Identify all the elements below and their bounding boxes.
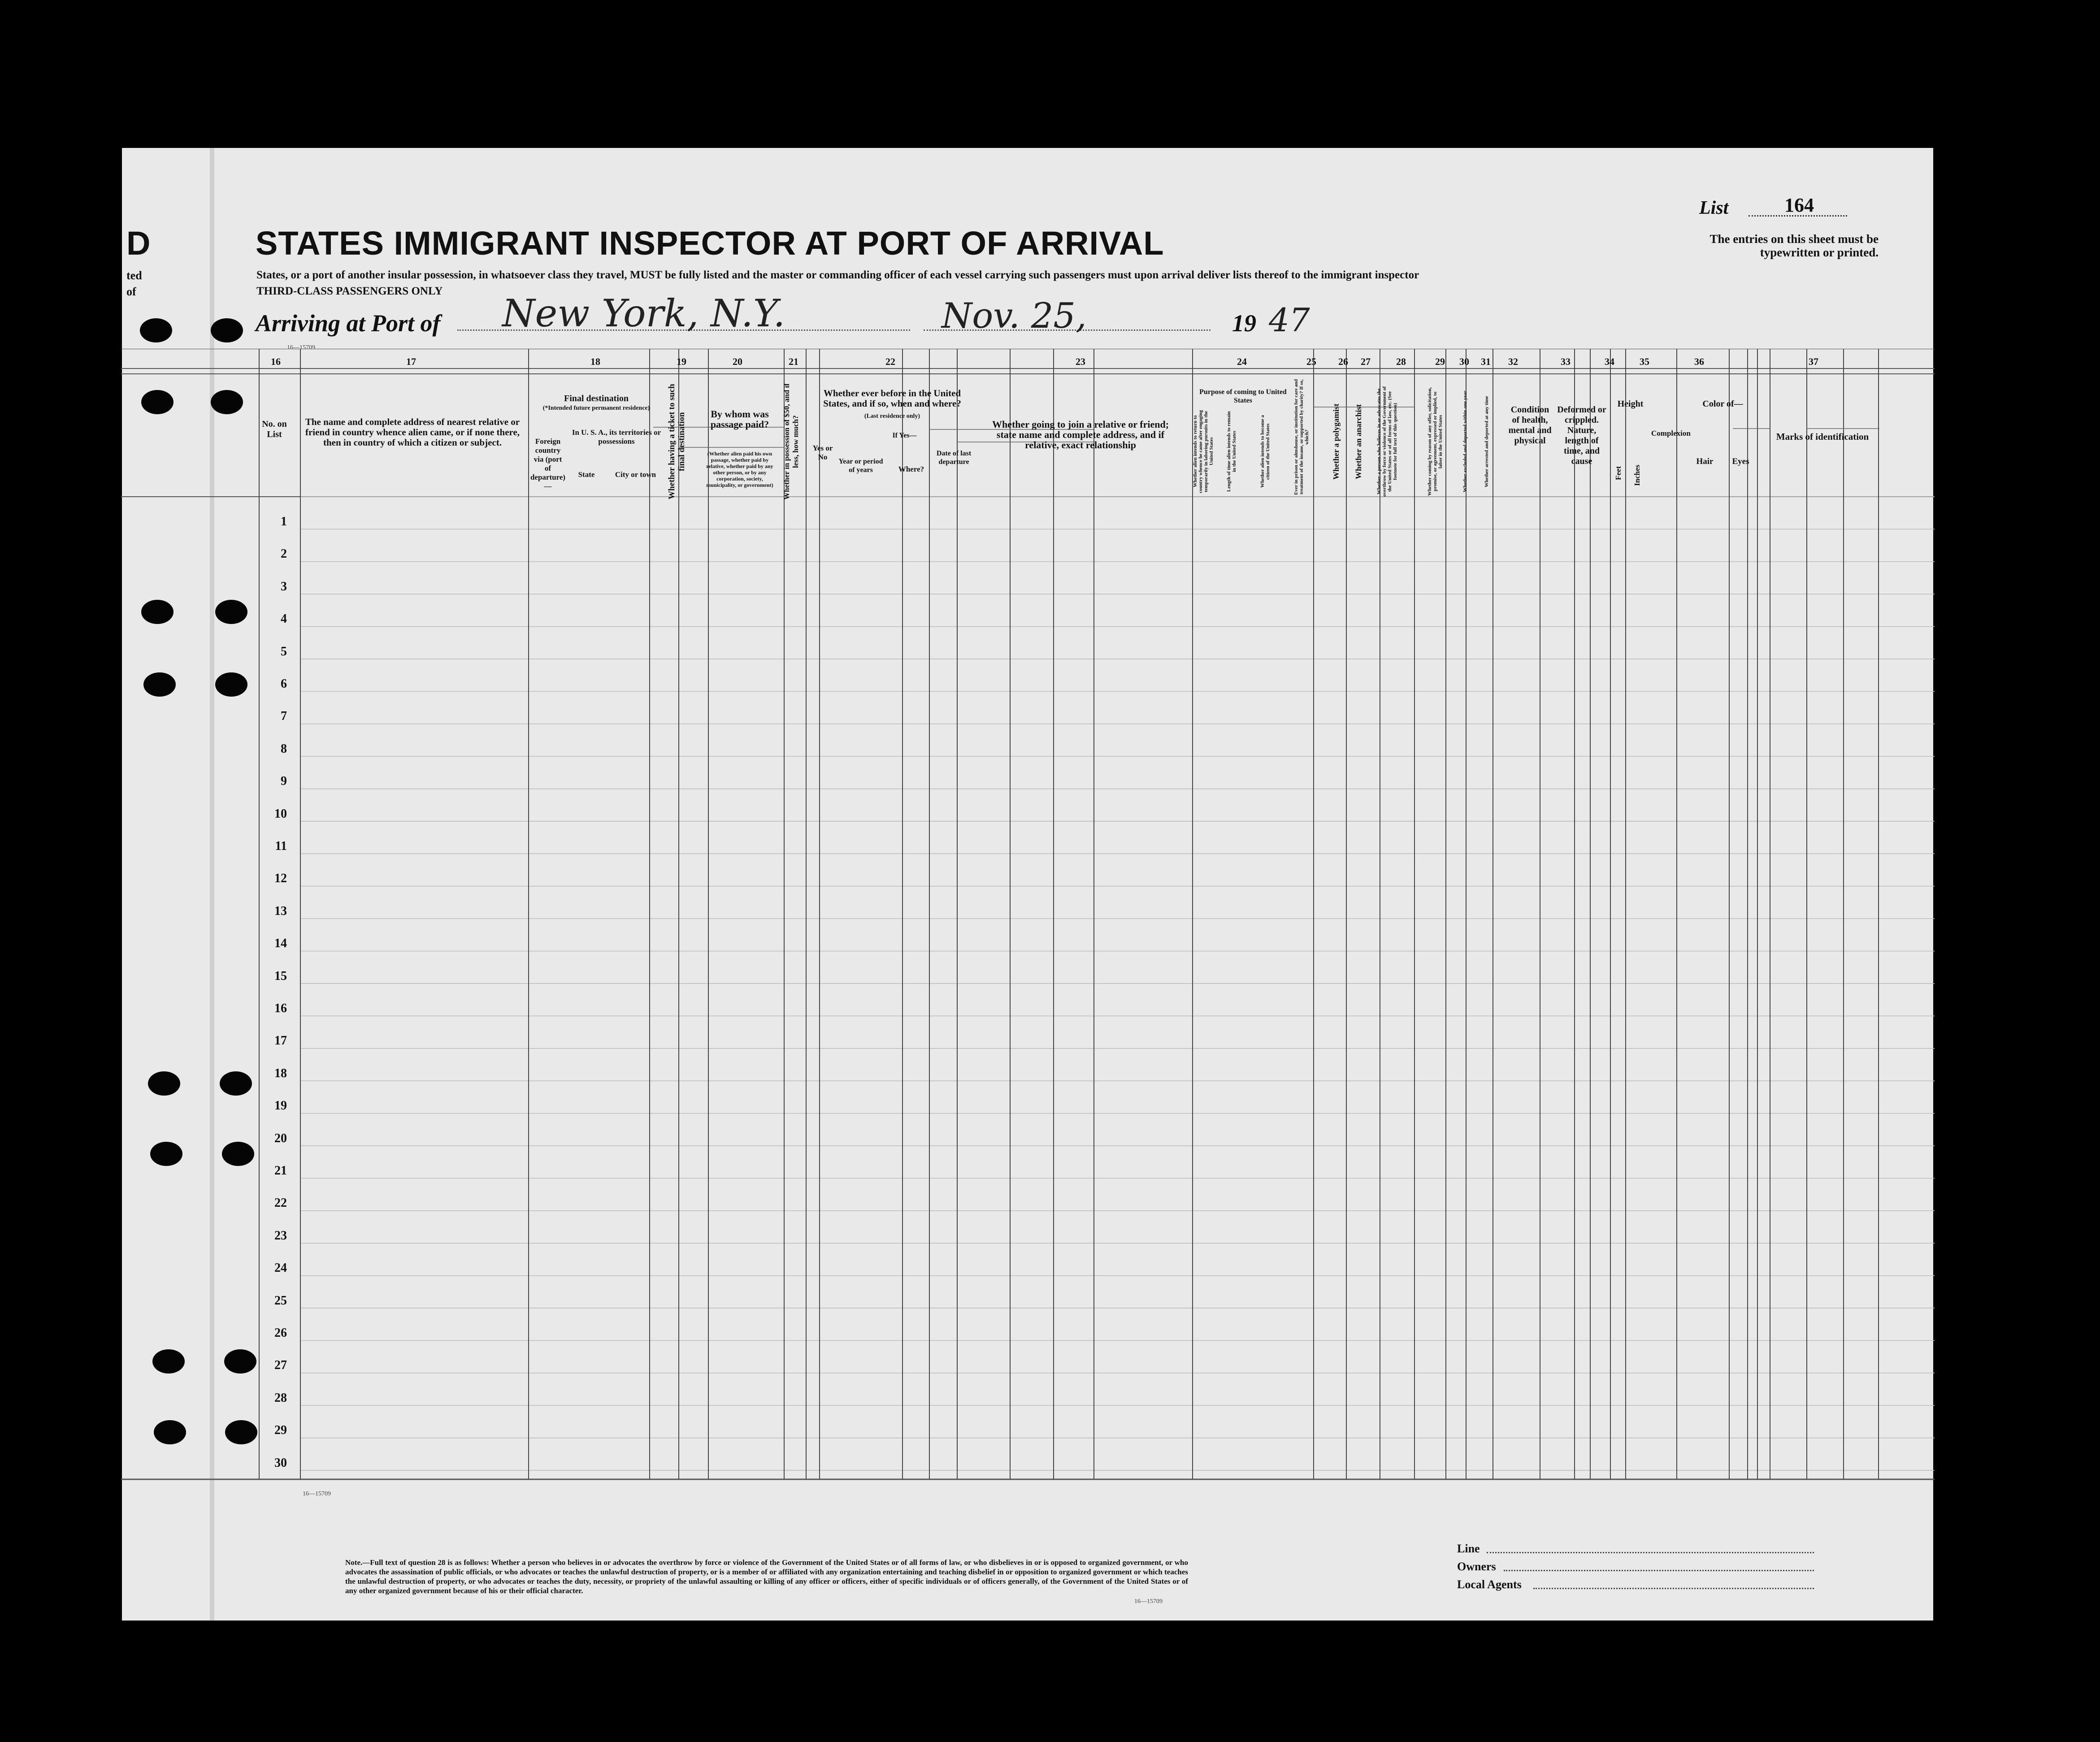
col-num-26: 26 [1338,356,1348,367]
col-num-27: 27 [1361,356,1371,367]
header-overthrow: Whether a person who believes in or advocates the overthrow by force or violence of the Government of the United States or of all forms of law, etc. (See footnote for full text of this question) [1376,386,1398,497]
header-last-residence: (Last residence only) [864,413,920,420]
header-feet: Feet [1614,466,1623,480]
row-number: 26 [274,1326,287,1340]
header-inches: Inches [1633,464,1641,486]
col-num-23: 23 [1076,356,1085,367]
col-num-22: 22 [885,356,895,367]
header-hair: Hair [1696,457,1714,466]
form-code-2: 16—15709 [303,1491,331,1497]
row-number: 16 [274,1001,287,1015]
row-number: 18 [274,1066,287,1080]
header-no-on-list: No. on List [262,419,287,439]
header-purpose-b: Length of time alien intends to remain in the United States [1226,411,1237,492]
col-num-35: 35 [1640,356,1649,367]
header-nearest-relative: The name and complete address of nearest relative or friend in country whence alien came, or if none there, then in country of which a citizen or subject. [305,416,520,448]
header-height: Height [1617,399,1644,409]
header-complexion: Complexion [1651,429,1691,438]
col-num-20: 20 [733,356,742,367]
page-title: STATES IMMIGRANT INSPECTOR AT PORT OF ARRIVAL [256,225,1164,262]
header-in-usa: In U. S. A., its territories or possessions [572,428,661,446]
header-purpose-a: Whether alien intends to return to country whence he came after engaging temporarily in laboring pursuits in the United States [1193,410,1214,493]
row-number: 1 [281,515,287,529]
row-number: 2 [281,547,287,561]
header-health: Condition of health, mental and physical [1508,405,1552,446]
punch-hole [141,600,174,624]
punch-hole [154,1420,186,1444]
header-purpose: Purpose of coming to United States [1199,388,1287,404]
col-num-28: 28 [1396,356,1406,367]
arriving-label: Arriving at Port of [256,310,441,337]
edge-text-1: ted [126,269,142,282]
footer-owners-label: Owners [1457,1560,1496,1573]
punch-hole [150,1142,182,1166]
row-number: 11 [275,839,287,853]
header-marks: Marks of identification [1776,431,1869,442]
row-number: 20 [274,1131,287,1145]
footer-line-fill [1487,1552,1814,1553]
header-yes-no: Yes or No [812,444,833,461]
punch-hole [215,672,247,697]
year-handwritten: 47 [1269,301,1310,339]
col-num-25: 25 [1306,356,1316,367]
col-num-21: 21 [789,356,798,367]
edge-text-2: of [126,285,136,298]
column-number-row [121,349,1935,370]
punch-hole [148,1071,180,1096]
row-number: 22 [274,1196,287,1210]
col-num-24: 24 [1237,356,1247,367]
footer-owners-fill [1504,1570,1814,1571]
header-foreign-country: Foreign country via (port of departure)— [530,437,566,490]
instructions-line-1: States, or a port of another insular possession, in whatsoever class they travel, MUST be fully listed and the master or commanding officer of each vessel carrying such passengers must upon arrival deliver lists thereof to the immigrant inspector [256,269,1419,281]
header-passage-paid-sub: (Whether alien paid his own passage, whether paid by relative, whether paid by any other person, or by any corporation, society, municipality, or government) [706,451,773,488]
port-handwritten: New York, N.Y. [502,291,785,335]
header-joining-relative: Whether going to join a relative or friend; state name and complete address, and if relative, exact relationship [992,419,1169,451]
footer-agents-label: Local Agents [1457,1578,1522,1591]
header-polygamist: Whether a polygamist [1332,403,1341,480]
row-number: 27 [274,1358,287,1373]
row-number: 14 [274,936,287,951]
list-label: List [1699,198,1729,218]
footer-agents-fill [1533,1588,1814,1589]
header-ever-before-us: Whether ever before in the United States, and if so, when and where? [823,388,961,409]
col-num-32: 32 [1508,356,1518,367]
header-passage-paid: By whom was passage paid? [710,408,769,430]
row-number: 24 [274,1261,287,1275]
punch-hole [215,600,247,624]
form-code-3: 16—15709 [1134,1598,1163,1605]
col-num-19: 19 [677,356,686,367]
row-number: 12 [274,871,287,886]
col-num-33: 33 [1561,356,1571,367]
punch-hole [152,1349,185,1374]
header-if-yes: If Yes— [892,432,917,439]
row-number: 28 [274,1391,287,1405]
entries-note: The entries on this sheet must be typewritten or printed. [1710,232,1879,259]
manifest-grid [121,349,1935,1505]
header-final-destination: Final destination [564,394,629,403]
punch-hole [211,318,243,342]
footer-line-label: Line [1457,1542,1480,1555]
col-num-29: 29 [1435,356,1445,367]
punch-hole [140,318,172,342]
row-number: 29 [274,1423,287,1438]
row-number: 23 [274,1228,287,1243]
col-num-17: 17 [406,356,416,367]
row-number: 19 [274,1099,287,1113]
punch-hole [141,390,174,414]
header-state: State [578,470,595,479]
header-date-departure: Date of last departure [936,450,972,466]
form-code: 16—15709 [287,344,315,351]
col-num-31: 31 [1481,356,1491,367]
header-color-of: Color of— [1702,399,1743,409]
header-final-destination-sub: (*Intended future permanent residence) [542,405,650,412]
row-number: 17 [274,1034,287,1048]
header-excluded: Whether excluded and deported within one year [1462,390,1468,493]
header-arrested: Whether arrested and deported at any time [1484,396,1489,487]
col-num-18: 18 [590,356,600,367]
row-number: 8 [281,741,287,756]
col-num-30: 30 [1459,356,1469,367]
footnote-question-28: Note.—Full text of question 28 is as follows: Whether a person who believes in or advocates the overthrow by force or violence of the Government of the United States or of all forms of law, or who disbelieves in or is opposed to organized government, or who advocates the assassination of public officials, or who advocates or teaches the unlawful destruction of property, or is a member of or affiliated with any organization entertaining and teaching disbelief in or opposition to organized government or which teaches the unlawful destruction of property, or who advocates or teaches the duty, necessity, or propriety of the unlawful assaulting or killing of any officer or officers, either of specific individuals or of officers generally, of the Government of the United States or of any other organized government because of his or their official character. [345,1558,1188,1595]
punch-hole [222,1142,254,1166]
punch-hole [211,390,243,414]
header-years: Year or period of years [838,458,883,474]
list-number: 164 [1784,194,1814,216]
col-num-36: 36 [1694,356,1704,367]
header-labor-offer: Whether coming by reason of any offer, solicitation, promise, or agreement, expressed or implied, to labor in the United States [1427,387,1443,496]
punch-hole [225,1420,257,1444]
row-number: 5 [281,644,287,659]
punch-hole [143,672,176,697]
row-number: 9 [281,774,287,789]
col-num-16: 16 [271,356,281,367]
row-number: 6 [281,677,287,691]
punch-hole [220,1071,252,1096]
header-where: Where? [898,465,924,473]
header-possession-50: Whether in possession of $50, and if less, how much? [782,383,800,500]
header-anarchist: Whether an anarchist [1354,404,1363,479]
date-handwritten: Nov. 25, [942,296,1087,336]
year-printed: 19 [1232,310,1256,337]
punch-hole [224,1349,256,1374]
header-ticket: Whether having a ticket to such final destination [667,384,686,499]
col-num-37: 37 [1809,356,1818,367]
row-number: 7 [281,709,287,724]
row-number: 25 [274,1293,287,1308]
row-number: 30 [274,1456,287,1470]
row-number: 4 [281,612,287,626]
instructions-line-2: THIRD-CLASS PASSENGERS ONLY [256,285,443,297]
header-prison: Ever in prison or almshouse, or institution for care and treatment of the insane, or supported by charity? If so, which? [1293,379,1310,495]
row-number: 21 [274,1164,287,1178]
row-number: 10 [274,806,287,821]
header-deformed: Deformed or crippled. Nature, length of time, and cause [1557,405,1606,466]
row-number: 15 [274,969,287,983]
header-city-or-town: City or town [615,470,656,479]
row-number: 3 [281,579,287,594]
row-number: 13 [274,904,287,918]
header-purpose-c: Whether alien intends to become a citizen of the United States [1260,415,1271,488]
header-eyes: Eyes [1732,457,1749,466]
edge-letter: D [126,225,151,262]
col-num-34: 34 [1605,356,1614,367]
